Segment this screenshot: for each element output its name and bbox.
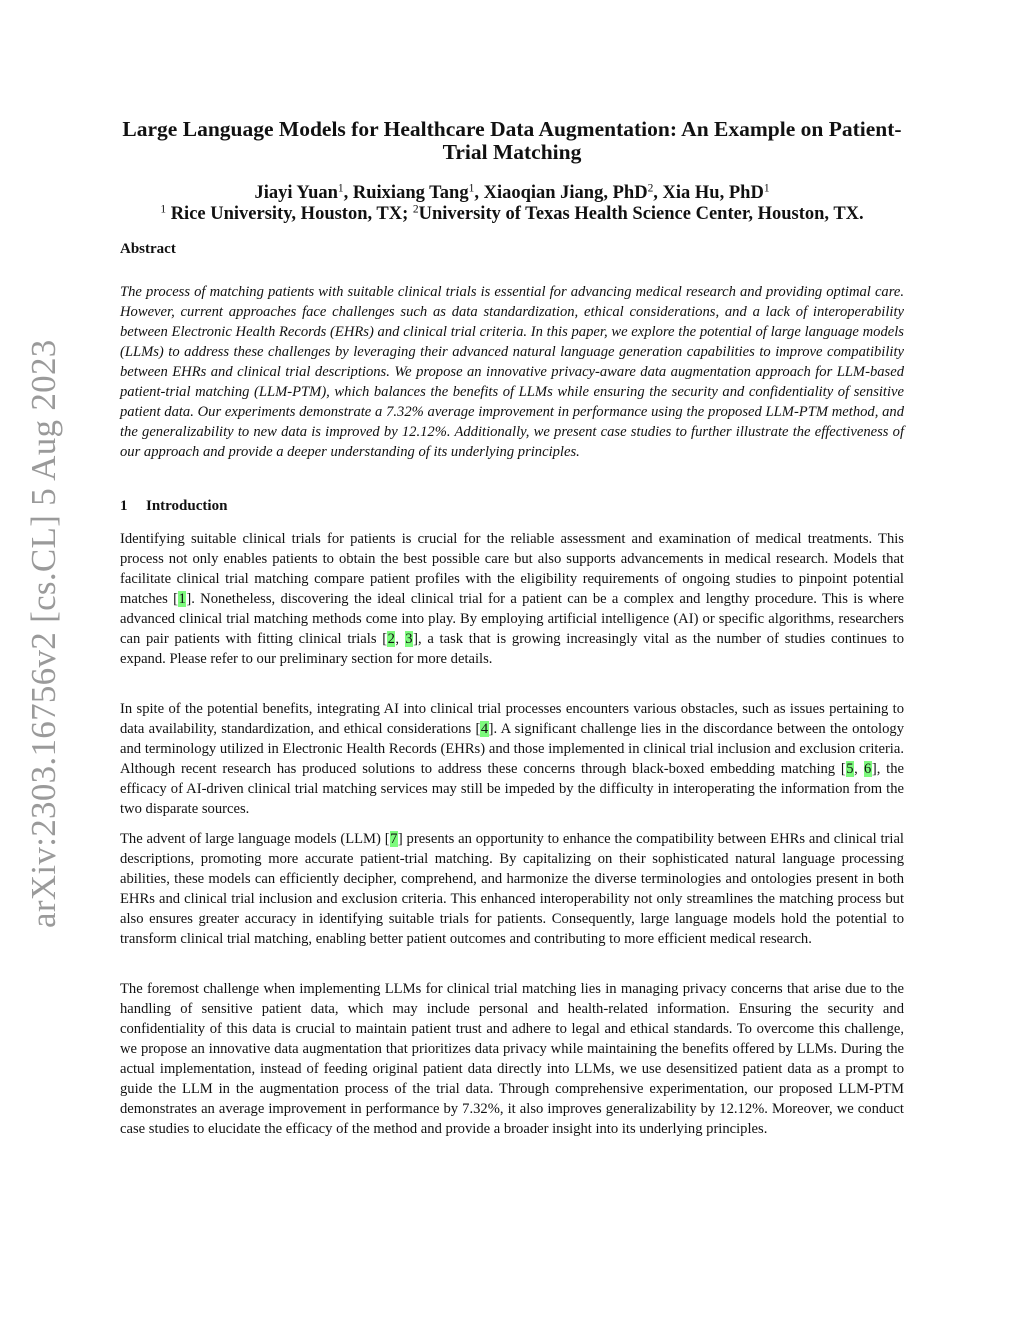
author-name: Jiayi Yuan (254, 183, 338, 203)
paragraph-text: ]. Nonetheless, discovering the ideal clinical trial for a patient can be a complex and lengthy procedure. This is where advanced clinical trial matching methods come into play. By employing artificial intelligence (AI) or specific algorithms, researchers can pair patients with fitting clinical trials [ (120, 591, 904, 647)
paragraph-text: ] presents an opportunity to enhance the compatibility between EHRs and clinical trial descriptions, promoting more accurate patient-trial matching. By capitalizing on their sophisticated natural language processing abilities, these models can efficiently decipher, comprehend, and harmonize the diverse terminologies and ontologies present in both EHRs and clinical trial inclusion and exclusion criteria. This enhanced interoperability not only streamlines the matching process but also ensures greater accuracy in identifying suitable trials for patients. Consequently, large language models hold the potential to transform clinical trial matching, enabling better patient outcomes and contributing to more efficient medical research. (120, 831, 904, 947)
author-affiliation-marker: 1 (468, 182, 475, 195)
paragraph-text: ], the efficacy of AI-driven clinical trial matching services may still be impeded by the difficulty in interoperating the information from the two disparate sources. (120, 761, 904, 817)
abstract-body: The process of matching patients with suitable clinical trials is essential for advancing medical research and providing optimal care. However, current approaches face challenges such as data standardization, ethical considerations, and a lack of interoperability between Electronic Health Records (EHRs) and clinical trial criteria. In this paper, we explore the potential of large language models (LLMs) to address these challenges by leveraging their advanced natural language generation capabilities to improve compatibility between EHRs and clinical trial descriptions. We propose an innovative privacy-aware data augmentation approach for LLM-based patient-trial matching (LLM-PTM), which balances the benefits of LLMs while ensuring the security and confidentiality of sensitive patient data. Our experiments demonstrate a 7.32% average improvement in performance using the proposed LLM-PTM method, and the generalizability to new data is improved by 12.12%. Additionally, we present case studies to further illustrate the effectiveness of our approach and provide a deeper understanding of its underlying principles. (120, 284, 904, 460)
author-separator: , (343, 183, 353, 203)
citation-link[interactable]: 6 (864, 761, 872, 777)
affiliation-marker: 1 (160, 203, 167, 216)
intro-paragraph-3 (120, 829, 904, 949)
citation-separator: , (854, 761, 864, 777)
citation-link[interactable]: 1 (178, 591, 186, 607)
section-number: 1 (120, 498, 128, 514)
author-separator: , (474, 183, 484, 203)
citation-link[interactable]: 5 (846, 761, 854, 777)
intro-paragraph-1 (120, 529, 904, 669)
citation-link[interactable]: 3 (405, 631, 413, 647)
author-affiliation-marker: 2 (647, 182, 654, 195)
author-name: Xiaoqian Jiang, PhD (483, 183, 648, 203)
citation-separator: , (395, 631, 405, 647)
citation-link[interactable]: 2 (387, 631, 395, 647)
author-name: Ruixiang Tang (352, 183, 469, 203)
paper-title: Large Language Models for Healthcare Data Augmentation: An Example on Patient-Trial Matching (122, 117, 902, 164)
paragraph-text: The advent of large language models (LLM) [ (120, 831, 390, 847)
author-name: Xia Hu, PhD (662, 183, 764, 203)
author-affiliation-marker: 1 (337, 182, 344, 195)
arxiv-identifier[interactable]: arXiv:2303.16756v2 [cs.CL] 5 Aug 2023 (24, 339, 63, 928)
intro-paragraph-2 (120, 699, 904, 819)
paragraph-text: ]. A significant challenge lies in the discordance between the ontology and terminology utilized in Electronic Health Records (EHRs) and those implemented in clinical trial inclusion and exclusion criteria. Although recent research has produced solutions to address these concerns through black-boxed embedding matching [ (120, 721, 904, 777)
paragraph-text: The foremost challenge when implementing LLMs for clinical trial matching lies in managing privacy concerns that arise due to the handling of sensitive patient data, which may include personal and health-related information. Ensuring the security and confidentiality of this data is crucial to maintain patient trust and adhere to legal and ethical standards. To overcome this challenge, we propose an innovative data augmentation that prioritizes data privacy while maintaining the benefits offered by LLMs. During the actual implementation, instead of feeding original patient data directly into LLMs, we use desensitized patient data as a prompt to guide the LLM in the augmentation process of the trial data. Through comprehensive experimentation, our proposed LLM-PTM demonstrates an average improvement in performance by 7.32%, it also improves generalizability by 12.12%. Moreover, we conduct case studies to elucidate the efficacy of the method and provide a broader insight into its underlying principles. (120, 981, 904, 1137)
author-list (100, 183, 924, 204)
affiliation-marker: 2 (412, 203, 419, 216)
affiliation-rice: Rice University, Houston, TX; (170, 204, 409, 224)
citation-link[interactable]: 7 (390, 831, 398, 847)
paragraph-text: Identifying suitable clinical trials for patients is crucial for the reliable assessment and examination of medical treatments. This process not only enables patients to obtain the best possible care but also supports advancements in medical research. Models that facilitate clinical trial matching compare patient profiles with the eligibility requirements of ongoing studies to pinpoint potential matches [ (120, 531, 904, 607)
intro-paragraph-4 (120, 979, 904, 1139)
section-heading-introduction (120, 498, 227, 515)
paragraph-text: In spite of the potential benefits, integrating AI into clinical trial processes encounters various obstacles, such as issues pertaining to data availability, standardization, and ethical considerations [ (120, 701, 904, 737)
affiliations (100, 204, 924, 225)
author-separator: , (653, 183, 663, 203)
abstract-heading: Abstract (120, 241, 176, 257)
affiliation-uthealth: University of Texas Health Science Center, Houston, TX. (418, 204, 864, 224)
citation-link[interactable]: 4 (480, 721, 489, 737)
section-title: Introduction (146, 498, 228, 514)
paragraph-text: ], a task that is growing increasingly vital as the number of studies continues to expand. Please refer to our preliminary section for more details. (120, 631, 904, 667)
author-affiliation-marker: 1 (763, 182, 770, 195)
